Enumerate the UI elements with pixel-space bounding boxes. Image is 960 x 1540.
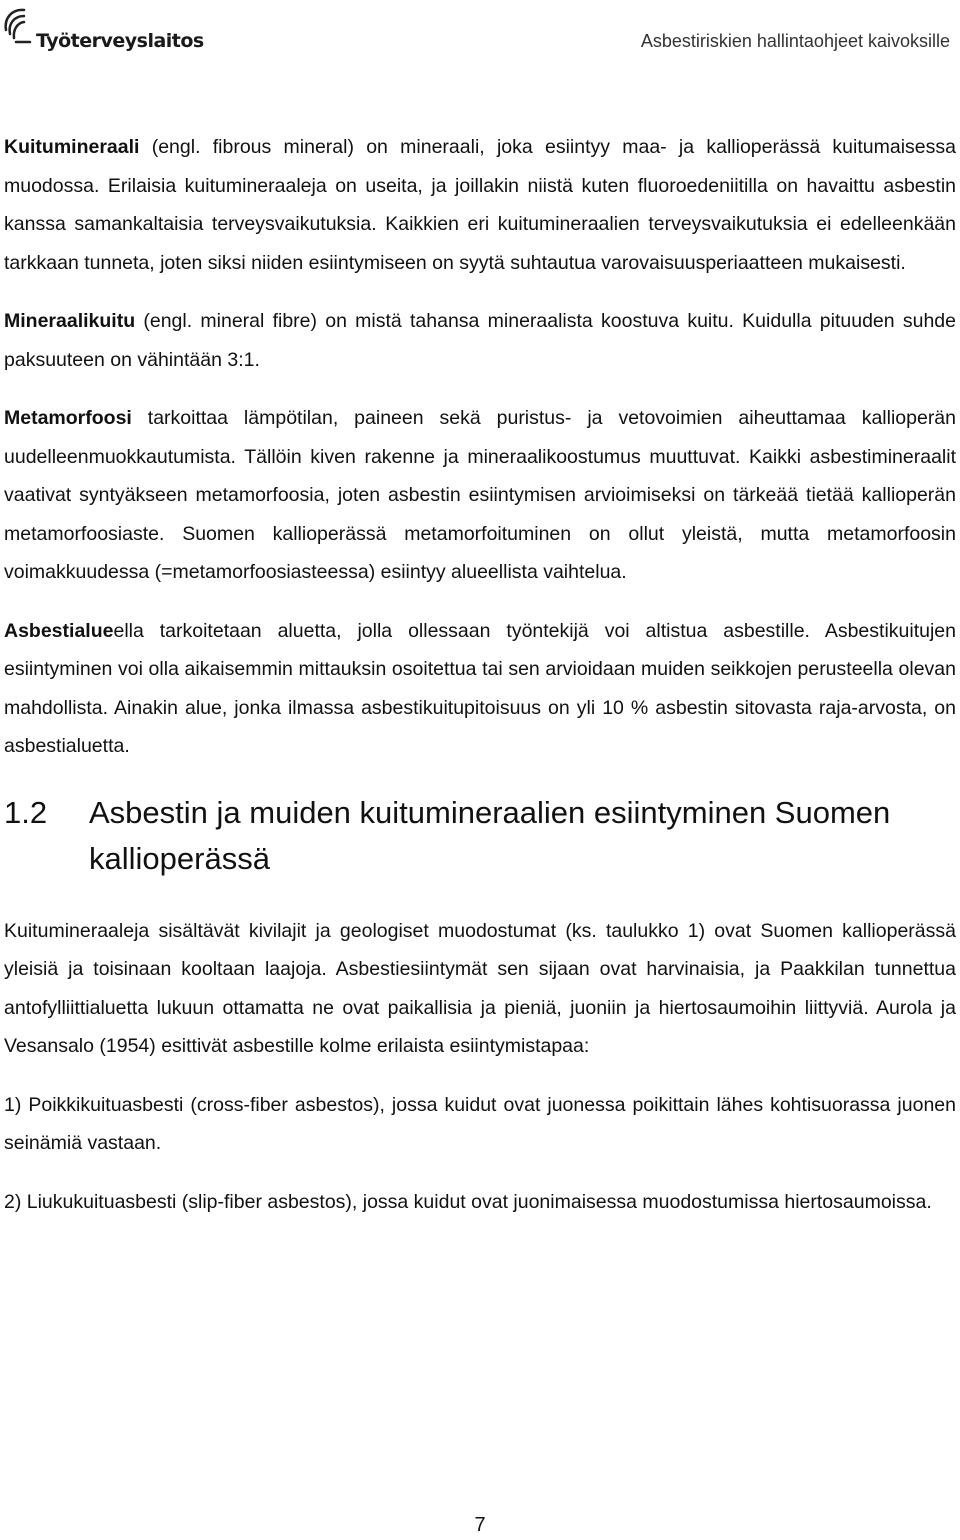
- logo-mark-icon: [2, 6, 34, 52]
- body-paragraph: Kuitumineraaleja sisältävät kivilajit ja geologiset muodostumat (ks. taulukko 1) ovat Suomen kallioperässä yleisiä ja toisinaan kooltaan laajoja. Asbestiesiintymät sen sijaan ovat harvinaisia, ja Paakkilan tunnettua antofylliittialuetta lukuun ottamatta ne ovat paikallisia ja pieniä, juoniin ja hiertosaumoihin liittyviä. Aurola ja Vesansalo (1954) esittivät asbestille kolme erilaista esiintymistapaa:: [4, 919, 956, 1057]
- definition-term: Asbestialue: [4, 619, 114, 642]
- definition-text: ella tarkoitetaan aluetta, jolla ollessaan työntekijä voi altistua asbestille. Asbestikuitujen esiintyminen voi olla aikaisemmin mittauksin osoitettua tai sen arvioidaan muiden seikkojen perusteella olevan mahdollista. Ainakin alue, jonka ilmassa asbestikuitupitoisuus on yli 10 % asbestin sitovasta raja-arvosta, on asbestialuetta.: [4, 619, 956, 757]
- page-header: [0, 0, 960, 70]
- definition-paragraph: [4, 302, 956, 379]
- definition-paragraph: [4, 612, 956, 766]
- list-item: 1) Poikkikuituasbesti (cross-fiber asbestos), jossa kuidut ovat juonessa poikittain lähes kohtisuorassa juonen seinämiä vastaan.: [4, 1093, 956, 1154]
- section-heading: [4, 790, 956, 882]
- definition-paragraph: [4, 128, 956, 282]
- definition-term: Kuitumineraali: [4, 136, 140, 158]
- list-item: 2) Liukukuituasbesti (slip-fiber asbestos), jossa kuidut ovat juonimaisessa muodostumissa hiertosaumoissa.: [4, 1190, 932, 1213]
- definition-text: (engl. fibrous mineral) on mineraali, joka esiintyy maa- ja kallioperässä kuitumaisessa muodossa. Erilaisia kuitumineraaleja on useita, ja joillakin niistä kuten fluoroedeniitilla on havaittu asbestin kanssa samankaltaisia terveysvaikutuksia. Kaikkien eri kuitumineraalien terveysvaikutuksia ei edelleenkään tarkkaan tunneta, joten siksi niiden esiintymiseen on syytä suhtautua varovaisuusperiaatteen mukaisesti.: [4, 136, 956, 274]
- section-number: 1.2: [4, 794, 48, 830]
- definition-text: tarkoittaa lämpötilan, paineen sekä puristus- ja vetovoimien aiheuttamaa kallioperän uudelleenmuokkautumista. Tällöin kiven rakenne ja mineraalikoostumus muuttuvat. Kaikki asbestimineraalit vaativat syntyäkseen metamorfoosia, joten asbestin esiintymisen arvioimiseksi on tärkeää tietää kallioperän metamorfoosiaste. Suomen kallioperässä metamorfoituminen on ollut yleistä, mutta metamorfoosin voimakkuudessa (=metamorfoosiasteessa) esiintyy alueellista vaihtelua.: [4, 407, 956, 583]
- document-title: Asbestiriskien hallintaohjeet kaivoksille: [640, 31, 950, 51]
- definition-term: Mineraalikuitu: [4, 310, 136, 332]
- page-number: 7: [474, 1514, 486, 1536]
- definition-text: (engl. mineral fibre) on mistä tahansa mineraalista koostuva kuitu. Kuidulla pituuden suhde paksuuteen on vähintään 3:1.: [4, 310, 956, 371]
- logo-text: Työterveyslaitos: [36, 30, 204, 52]
- document-body: [4, 128, 956, 1241]
- section-title: Asbestin ja muiden kuitumineraalien esiintyminen Suomen kallioperässä: [89, 794, 891, 876]
- logo: [2, 6, 204, 52]
- definition-paragraph: [4, 399, 956, 592]
- definition-term: Metamorfoosi: [4, 407, 132, 429]
